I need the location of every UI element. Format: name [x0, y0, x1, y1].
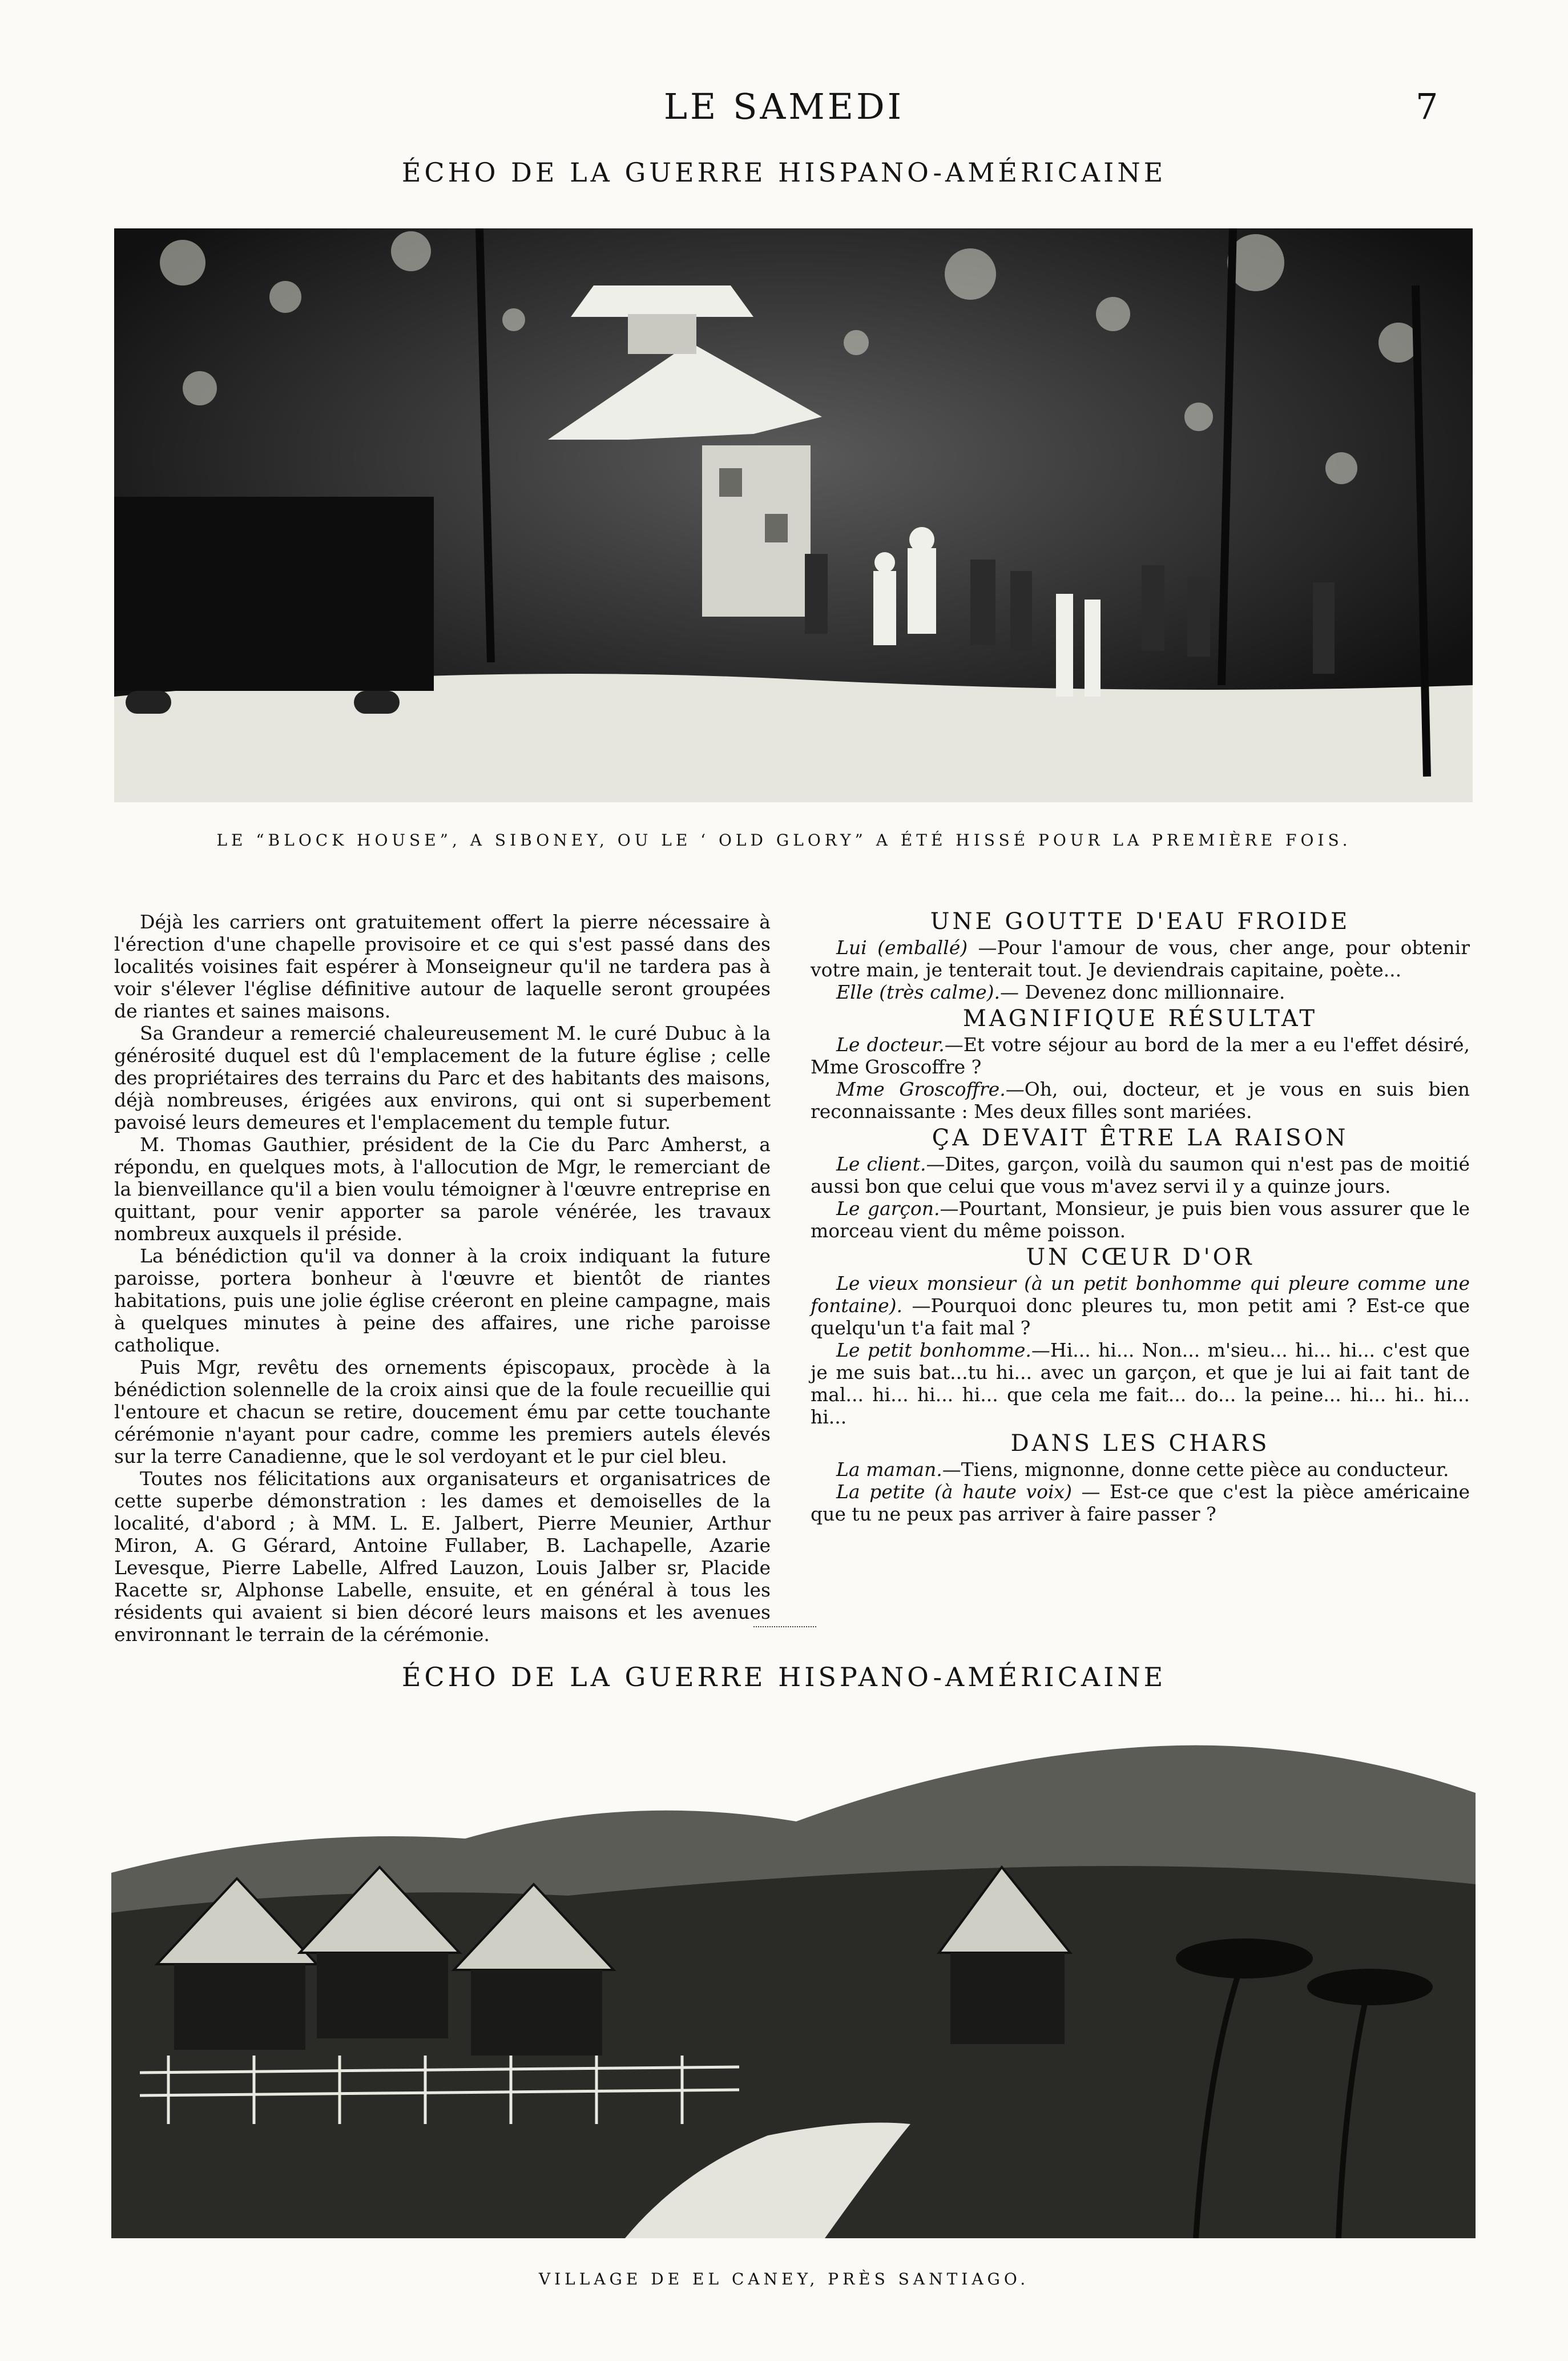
- village-illustration: [111, 1724, 1476, 2238]
- joke-text: —Tiens, mignonne, donne cette pièce au conducteur.: [942, 1458, 1449, 1481]
- joke-speaker: Elle (très calme).: [836, 981, 1000, 1003]
- joke-line: [811, 1197, 1470, 1242]
- joke-text: —Hi... hi... Non... m'sieu... hi... hi... c'est que je me suis bat...tu hi... avec un garçon, et que je lui ai fait tant de mal... hi... hi... hi... que cela me fait... do... la peine... hi... hi.. hi... hi...: [811, 1339, 1470, 1428]
- article-paragraph: M. Thomas Gauthier, président de la Cie du Parc Amherst, a répondu, en quelques mots, à l'allocution de Mgr, le remerciant de la bienveillance qu'il a bien voulu témoigner à l'œuvre entreprise en quittant, pour venir apporter sa parole vénérée, les travaux nombreux auxquels il préside.: [114, 1133, 771, 1245]
- joke-text: — Devenez donc millionnaire.: [999, 981, 1285, 1003]
- joke-speaker: Le garçon.: [836, 1197, 940, 1220]
- joke-line: [811, 936, 1470, 981]
- joke-text: —Pourquoi donc pleures tu, mon petit ami ? Est-ce que quelqu'un t'a fait mal ?: [811, 1294, 1470, 1339]
- joke-speaker: Le vieux monsieur (à un petit bonhomme qui pleure comme une fontaine).: [811, 1272, 1470, 1317]
- joke-line: [811, 1481, 1470, 1525]
- joke-speaker: Mme Groscoffre.: [836, 1078, 1006, 1100]
- joke-speaker: La maman.: [836, 1458, 942, 1481]
- joke-line: [811, 1153, 1470, 1197]
- article-paragraph: La bénédiction qu'il va donner à la croix indiquant la future paroisse, portera bonheur à l'œuvre et bientôt de riantes habitations, puis une jolie église créeront en pleine campagne, mais à quelques minutes à peine des affaires, une riche paroisse catholique.: [114, 1245, 771, 1356]
- section-title-bottom: ÉCHO DE LA GUERRE HISPANO-AMÉRICAINE: [401, 1662, 1167, 1692]
- joke-speaker: Le petit bonhomme.: [836, 1339, 1031, 1361]
- section-title-top: ÉCHO DE LA GUERRE HISPANO-AMÉRICAINE: [401, 157, 1167, 188]
- joke-text: —Pour l'amour de vous, cher ange, pour obtenir votre main, je tenterait tout. Je deviendrais capitaine, poète...: [811, 936, 1470, 981]
- joke-line: [811, 1033, 1470, 1078]
- article-paragraph: Puis Mgr, revêtu des ornements épiscopaux, procède à la bénédiction solennelle de la croix ainsi que de la foule recueillie qui l'entoure et chacun se retire, doucement ému par cette touchante cérémonie n'ayant pour cadre, comme les premiers autels élevés sur la terre Canadienne, que le sol verdoyant et le pur ciel bleu.: [114, 1356, 771, 1467]
- joke-line: [811, 981, 1470, 1003]
- page-number: 7: [1416, 86, 1438, 127]
- joke-line: [811, 1272, 1470, 1339]
- joke-text: — Est-ce que c'est la pièce américaine que tu ne peux pas arriver à faire passer ?: [811, 1481, 1470, 1525]
- photo-caption-bottom: VILLAGE DE EL CANEY, PRÈS SANTIAGO.: [538, 2270, 1030, 2288]
- joke-speaker: Lui (emballé): [836, 936, 968, 959]
- joke-speaker: Le client.: [836, 1153, 926, 1175]
- article-left-column: [114, 911, 771, 1646]
- jokes-column: [811, 908, 1470, 1525]
- article-paragraph: Sa Grandeur a remercié chaleureusement M. le curé Dubuc à la générosité duquel est dû l'emplacement de la future église ; celle des propriétaires des terrains du Parc et des habitants des maisons, déjà nombreuses, érigées aux environs, qui ont si superbement pavoisé leurs demeures et l'emplacement du temple futur.: [114, 1022, 771, 1133]
- joke-text: —Oh, oui, docteur, et je vous en suis bien reconnaissante : Mes deux filles sont mariées.: [811, 1078, 1470, 1123]
- masthead: LE SAMEDI: [663, 86, 905, 127]
- joke-line: [811, 1078, 1470, 1123]
- photo-caption-top: LE “BLOCK HOUSE”, A SIBONEY, OU LE ‘ OLD GLORY” A ÉTÉ HISSÉ POUR LA PREMIÈRE FOIS.: [216, 831, 1352, 850]
- joke-speaker: La petite (à haute voix): [836, 1481, 1072, 1503]
- joke-text: —Dites, garçon, voilà du saumon qui n'est pas de moitié aussi bon que celui que vous m'avez servi il y a quinze jours.: [811, 1153, 1470, 1197]
- joke-title: UN CŒUR D'OR: [1026, 1244, 1255, 1270]
- village-photo: [111, 1724, 1476, 2238]
- joke-title: DANS LES CHARS: [1010, 1430, 1270, 1457]
- joke-line: [811, 1458, 1470, 1481]
- joke-speaker: Le docteur.: [836, 1033, 945, 1056]
- article-paragraph: Toutes nos félicitations aux organisateurs et organisatrices de cette superbe démonstration : les dames et demoiselles de la localité, d'abord ; à MM. L. E. Jalbert, Pierre Meunier, Arthur Miron, A. G Gérard, Antoine Fullaber, B. Lachapelle, Azarie Levesque, Pierre Labelle, Alfred Lauzon, Louis Jalber sr, Placide Racette sr, Alphonse Labelle, ensuite, et en général à tous les résidents qui avaient si bien décoré leurs maisons et les avenues environnant le terrain de la cérémonie.: [114, 1467, 771, 1646]
- article-paragraph: Déjà les carriers ont gratuitement offert la pierre nécessaire à l'érection d'une chapelle provisoire et ce qui s'est passé dans des localités voisines fait espérer à Monseigneur qu'il ne tardera pas à voir s'élever l'église définitive autour de laquelle seront groupées de riantes et saines maisons.: [114, 911, 771, 1022]
- joke-title: MAGNIFIQUE RÉSULTAT: [962, 1005, 1318, 1032]
- joke-title: UNE GOUTTE D'EAU FROIDE: [930, 908, 1351, 935]
- blockhouse-photo: [114, 228, 1473, 802]
- joke-line: [811, 1339, 1470, 1428]
- blockhouse-illustration: [114, 228, 1473, 802]
- joke-text: —Et votre séjour au bord de la mer a eu l'effet désiré, Mme Groscoffre ?: [811, 1033, 1470, 1078]
- separator-rule: [753, 1626, 816, 1627]
- joke-text: —Pourtant, Monsieur, je puis bien vous assurer que le morceau vient du même poisson.: [811, 1197, 1470, 1242]
- joke-title: ÇA DEVAIT ÊTRE LA RAISON: [932, 1125, 1349, 1151]
